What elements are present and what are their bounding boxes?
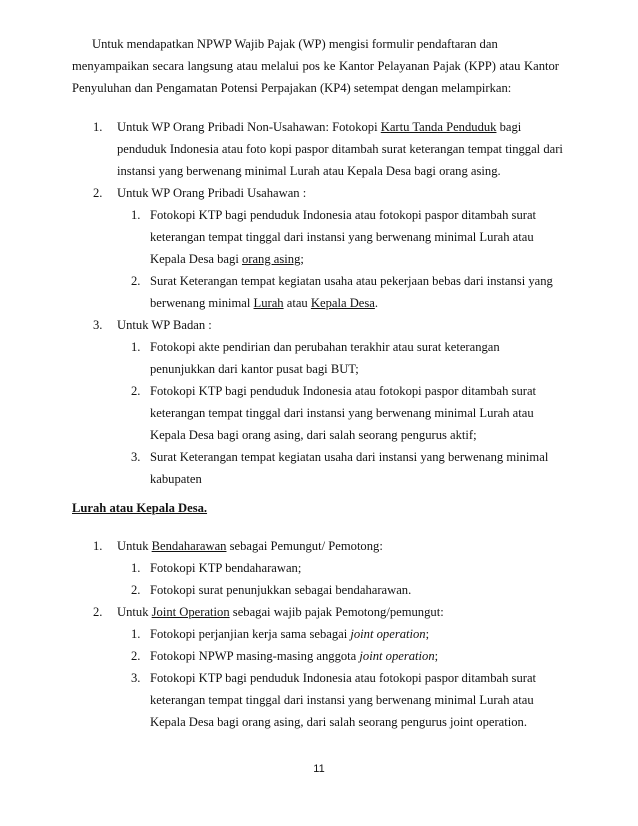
sublist-number: 1.	[131, 208, 141, 222]
text-segment: bagi	[496, 120, 522, 134]
text-segment: ;	[425, 627, 430, 641]
page-number: 11	[313, 763, 325, 775]
sublist-item-text: Surat Keterangan tempat kegiatan usaha dari instansi yang berwenang minimal	[150, 450, 549, 464]
sublist-item-text: Kepala Desa bagi orang asing, dari salah seorang pengurus joint operation.	[150, 715, 527, 729]
list-item-text: Untuk WP Orang Pribadi Usahawan :	[117, 186, 307, 200]
text-segment: ;	[300, 252, 304, 266]
text-segment: Fotokopi NPWP masing-masing anggota	[150, 649, 360, 663]
text-segment: Untuk WP Orang Pribadi Non-Usahawan: Fotokopi	[117, 120, 381, 134]
underlined-term: Kepala Desa	[310, 296, 375, 310]
underlined-term: Joint Operation	[151, 605, 230, 619]
list-item-text: penduduk Indonesia atau foto kopi paspor ditambah surat keterangan tempat tinggal dari	[117, 142, 563, 156]
underlined-term: Lurah	[253, 296, 284, 310]
list-number: 3.	[93, 318, 103, 332]
text-segment: sebagai Pemungut/ Pemotong:	[226, 539, 383, 553]
sublist-item-text: keterangan tempat tinggal dari instansi yang berwenang minimal Lurah atau	[150, 406, 534, 420]
sublist-number: 1.	[131, 340, 141, 354]
sublist-item-text: kabupaten	[150, 472, 202, 486]
list-item-text	[117, 116, 521, 138]
sublist-item-text: keterangan tempat tinggal dari instansi yang berwenang minimal Lurah atau	[150, 230, 534, 244]
sublist-item-text: keterangan tempat tinggal dari instansi yang berwenang minimal Lurah atau	[150, 693, 534, 707]
sublist-item-text: Surat Keterangan tempat kegiatan usaha atau pekerjaan bebas dari instansi yang	[150, 274, 553, 288]
text-segment: sebagai wajib pajak Pemotong/pemungut:	[229, 605, 444, 619]
sublist-item-text: Fotokopi KTP bagi penduduk Indonesia atau fotokopi paspor ditambah surat	[150, 384, 537, 398]
sublist-item-text: Fotokopi surat penunjukkan sebagai bendaharawan.	[150, 583, 412, 597]
sublist-number: 1.	[131, 627, 141, 641]
sublist-item-text	[150, 623, 429, 645]
intro-line-2: menyampaikan secara langsung atau melalui pos ke Kantor Pelayanan Pajak (KPP) atau Kantor	[72, 59, 559, 73]
sublist-item-text: Fotokopi KTP bendaharawan;	[150, 561, 302, 575]
sublist-item-text	[150, 248, 304, 270]
list-number: 1.	[93, 539, 103, 553]
sublist-number: 3.	[131, 450, 141, 464]
intro-line-3: Penyuluhan dan Pengamatan Potensi Perpajakan (KP4) setempat dengan melampirkan:	[72, 81, 512, 95]
list-number: 2.	[93, 605, 103, 619]
text-segment: Kepala Desa bagi	[150, 252, 242, 266]
intro-line-1: Untuk mendapatkan NPWP Wajib Pajak (WP) mengisi formulir pendaftaran dan	[92, 37, 498, 51]
text-segment: berwenang minimal	[150, 296, 254, 310]
italic-term: joint operation	[359, 649, 435, 663]
text-segment: Untuk	[117, 539, 152, 553]
sublist-item-text	[150, 645, 438, 667]
sublist-item-text: Fotokopi akte pendirian dan perubahan terakhir atau surat keterangan	[150, 340, 500, 354]
underlined-term: Bendaharawan	[151, 539, 227, 553]
italic-term: joint operation	[350, 627, 426, 641]
list-number: 2.	[93, 186, 103, 200]
sublist-item-text	[150, 292, 378, 314]
text-segment: Fotokopi perjanjian kerja sama sebagai	[150, 627, 351, 641]
underlined-term: orang asing	[241, 252, 301, 266]
sublist-item-text: Fotokopi KTP bagi penduduk Indonesia atau fotokopi paspor ditambah surat	[150, 208, 537, 222]
text-segment: Untuk	[117, 605, 152, 619]
sublist-number: 2.	[131, 649, 141, 663]
list-item-text: Untuk WP Badan :	[117, 318, 212, 332]
text-segment: ;	[434, 649, 439, 663]
list-number: 1.	[93, 120, 103, 134]
list-item-text	[117, 601, 444, 623]
section-heading: Lurah atau Kepala Desa.	[72, 501, 208, 515]
sublist-item-text: Fotokopi KTP bagi penduduk Indonesia atau fotokopi paspor ditambah surat	[150, 671, 537, 685]
text-segment: atau	[283, 296, 311, 310]
list-item-text: instansi yang berwenang minimal Lurah atau Kepala Desa bagi orang asing.	[117, 164, 501, 178]
sublist-item-text: Kepala Desa bagi orang asing, dari salah seorang pengurus aktif;	[150, 428, 477, 442]
sublist-number: 2.	[131, 583, 141, 597]
sublist-item-text: penunjukkan dari kantor pusat bagi BUT;	[150, 362, 359, 376]
sublist-number: 2.	[131, 384, 141, 398]
list-item-text	[117, 535, 383, 557]
sublist-number: 3.	[131, 671, 141, 685]
sublist-number: 1.	[131, 561, 141, 575]
text-segment: .	[374, 296, 379, 310]
underlined-term: Kartu Tanda Penduduk	[380, 120, 497, 134]
sublist-number: 2.	[131, 274, 141, 288]
